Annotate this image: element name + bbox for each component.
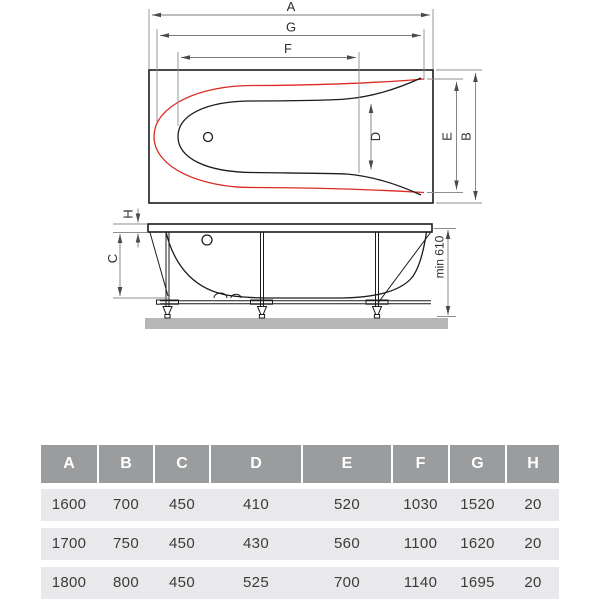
table-row	[41, 528, 559, 560]
table-cell: 1695	[460, 574, 495, 591]
table-cell: 1140	[403, 574, 438, 591]
table-cell: 1700	[51, 535, 87, 552]
table-row	[41, 489, 559, 521]
label-h: H	[120, 209, 136, 219]
table-cell: 450	[169, 535, 195, 552]
table-cell: 450	[169, 496, 195, 513]
table-cell: 410	[243, 496, 269, 513]
label-f: F	[284, 41, 292, 56]
label-min-height: min 610	[432, 235, 447, 279]
overflow-hole	[202, 235, 212, 245]
label-c: C	[105, 253, 120, 264]
foot-pad	[259, 315, 264, 319]
col-header-a: A	[41, 445, 97, 483]
table-cell: 430	[243, 535, 269, 552]
table-body	[41, 489, 559, 599]
tub-deck-rim	[148, 224, 432, 232]
label-g: G	[285, 19, 297, 35]
table-cell: 20	[524, 574, 542, 591]
col-header-e: E	[303, 445, 391, 483]
col-header-b: B	[99, 445, 153, 483]
dimensions-table	[41, 445, 559, 599]
table-cell: 700	[113, 496, 139, 513]
table-cell: 450	[169, 574, 195, 591]
col-header-f: F	[393, 445, 448, 483]
table-cell: 750	[113, 535, 139, 552]
label-a: A	[286, 0, 296, 14]
col-header-h: H	[507, 445, 559, 483]
table-cell: 520	[334, 496, 360, 513]
tub-side-profile	[166, 232, 427, 298]
foot	[163, 307, 172, 315]
side-view	[105, 209, 456, 330]
label-b: B	[458, 132, 474, 141]
table-cell: 1100	[403, 535, 438, 552]
floor-ground	[145, 318, 448, 329]
label-d: D	[368, 131, 383, 142]
foot-pad	[165, 315, 170, 319]
support-frame	[150, 232, 431, 318]
table-row	[41, 567, 559, 599]
foot	[258, 307, 267, 315]
left-brace	[150, 233, 168, 297]
table-cell: 1600	[51, 496, 87, 513]
table-header-row	[41, 445, 559, 483]
table-cell: 20	[524, 535, 542, 552]
table-cell: 1030	[403, 496, 438, 513]
table-cell: 1520	[460, 496, 495, 513]
top-view	[149, 0, 482, 203]
col-header-d: D	[211, 445, 301, 483]
table-cell: 1800	[51, 574, 87, 591]
table-cell: 20	[524, 496, 542, 513]
table-cell: 700	[334, 574, 360, 591]
foot-pad	[374, 315, 379, 319]
adjustable-feet	[163, 307, 382, 319]
col-header-g: G	[450, 445, 505, 483]
foot	[373, 307, 382, 315]
label-e: E	[439, 132, 455, 141]
table-cell: 800	[113, 574, 139, 591]
table-cell: 560	[334, 535, 360, 552]
table-cell: 1620	[460, 535, 495, 552]
table-cell: 525	[243, 574, 269, 591]
col-header-c: C	[155, 445, 209, 483]
